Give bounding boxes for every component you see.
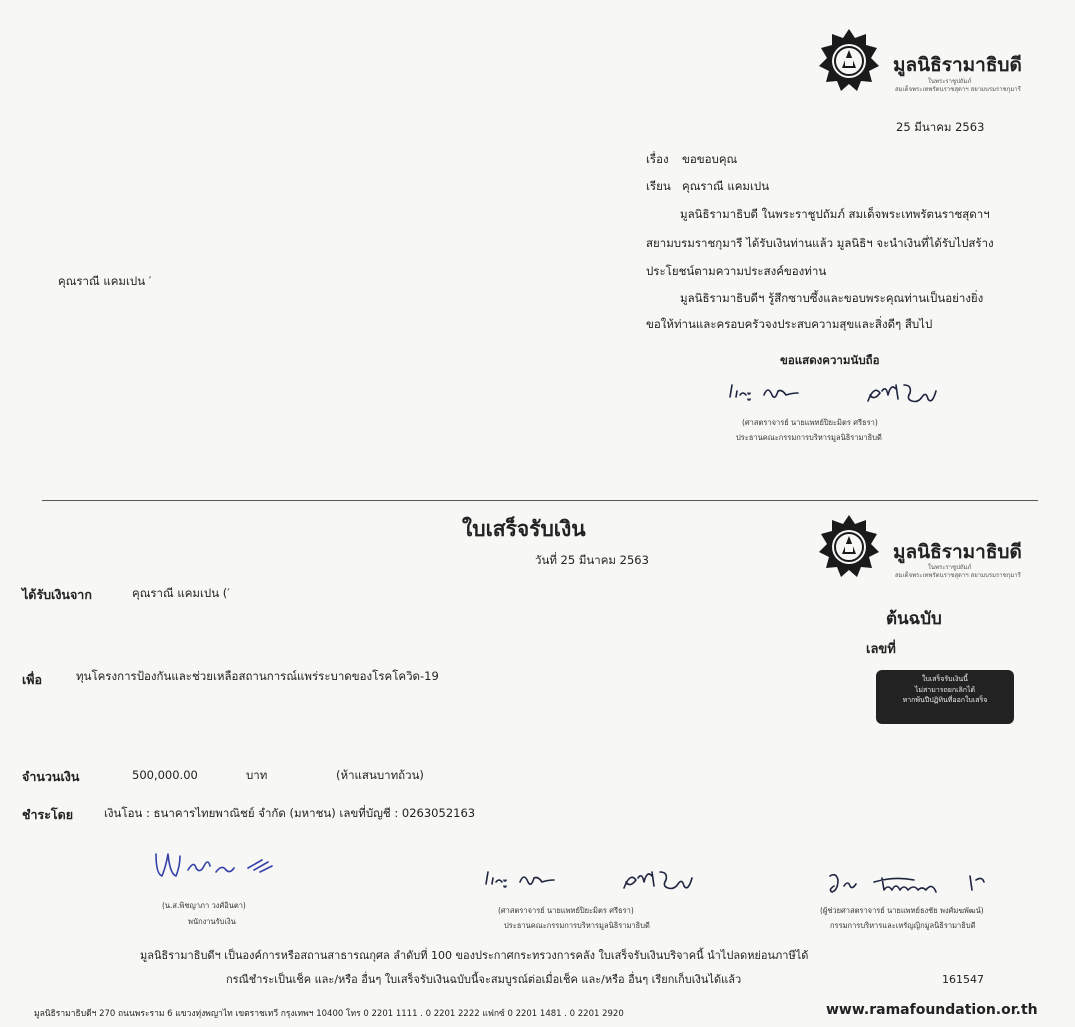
brand-name: มูลนิธิรามาธิบดี (893, 54, 1022, 76)
currency-label: บาท (246, 768, 268, 782)
foundation-logo-icon (816, 514, 882, 580)
cheque-note: กรณีชำระเป็นเช็ค และ/หรือ อื่นๆ ใบเสร็จรับเงินฉบับนี้จะสมบูรณ์ต่อเมื่อเช็ค และ/หรือ อื่นๆ เรียกเก็บเงินได้แล้ว (226, 973, 742, 986)
address-block: คุณราณี แคมเปน ′ (58, 274, 152, 288)
receipt-date: วันที่ 25 มีนาคม 2563 (535, 553, 649, 567)
amount-value: 500,000.00 (132, 768, 198, 782)
letter-body-line: ขอให้ท่านและครอบครัวจงประสบความสุขและสิ่งดีๆ สืบไป (646, 317, 933, 331)
brand-subtitle: ในพระราชูปถัมภ์ (928, 564, 972, 571)
cashier-signature (150, 844, 290, 886)
brand-subtitle: สมเด็จพระเทพรัตนราชสุดาฯ สยามบรมราชกุมารี (895, 572, 1021, 579)
recipient-label: เรียน (646, 179, 671, 193)
treasurer-signature (826, 868, 1006, 900)
original-copy-label: ต้นฉบับ (886, 609, 942, 629)
payment-method-text: เงินโอน : ธนาคารไทยพาณิชย์ จำกัด (มหาชน) เลขที่บัญชี : 0263052163 (104, 806, 476, 820)
subject-label: เรื่อง (646, 152, 669, 166)
president-name: (ศาสตราจารย์ นายแพทย์ปิยะมิตร ศรีธรา) (498, 906, 634, 915)
letter-date: 25 มีนาคม 2563 (896, 120, 985, 134)
treasurer-title: กรรมการบริหารและเหรัญญิกมูลนิธิรามาธิบดี (830, 921, 976, 930)
foundation-logo-icon (816, 28, 882, 94)
closing-text: ขอแสดงความนับถือ (780, 353, 880, 367)
foundation-website: www.ramafoundation.or.th (826, 1002, 1038, 1018)
treasurer-name: (ผู้ช่วยศาสตราจารย์ นายแพทย์ธงชัย พงศ์มฆพัฒน์) (820, 906, 984, 915)
recipient-name: คุณราณี แคมเปน (682, 179, 770, 193)
letter-body-line: มูลนิธิรามาธิบดีฯ รู้สึกซาบซึ้งและขอบพระคุณท่านเป็นอย่างยิ่ง (680, 291, 984, 305)
receipt-number-label: เลขที่ (866, 642, 896, 657)
president-title: ประธานคณะกรรมการบริหารมูลนิธิรามาธิบดี (736, 433, 882, 442)
president-name: (ศาสตราจารย์ นายแพทย์ปิยะมิตร ศรีธรา) (742, 418, 878, 427)
letter-body-line: สยามบรมราชกุมารี ได้รับเงินท่านแล้ว มูลนิธิฯ จะนำเงินที่ได้รับไปสร้าง (646, 236, 994, 250)
foundation-address: มูลนิธิรามาธิบดีฯ 270 ถนนพระราม 6 แขวงทุ่งพญาไท เขตราชเทวี กรุงเทพฯ 10400 โทร 0 2201 1111 . 0 2201 2222 แฟกซ์ 0 2201 1481 . 0 2201 2920 (34, 1009, 624, 1019)
tax-note: มูลนิธิรามาธิบดีฯ เป็นองค์การหรือสถานสาธารณกุศล ลำดับที่ 100 ของประกาศกระทรวงการคลัง ใบเสร็จรับเงินบริจาคนี้ นำไปลดหย่อนภาษีได้ (140, 949, 809, 962)
president-signature (726, 375, 956, 415)
received-from-name: คุณราณี แคมเปน (′ (132, 586, 230, 600)
payment-method-label: ชำระโดย (22, 807, 74, 822)
received-from-label: ได้รับเงินจาก (22, 587, 92, 602)
cashier-title: พนักงานรับเงิน (188, 917, 236, 926)
purpose-label: เพื่อ (22, 672, 43, 687)
serial-number: 161547 (942, 973, 984, 986)
amount-label: จำนวนเงิน (22, 769, 80, 784)
brand-subtitle: ในพระราชูปถัมภ์ (928, 78, 972, 85)
brand-name: มูลนิธิรามาธิบดี (893, 541, 1022, 563)
amount-in-words: (ห้าแสนบาทถ้วน) (336, 768, 424, 782)
letter-body-line: มูลนิธิรามาธิบดี ในพระราชูปถัมภ์ สมเด็จพระเทพรัตนราชสุดาฯ (680, 207, 990, 221)
purpose-text: ทุนโครงการป้องกันและช่วยเหลือสถานการณ์แพร่ระบาดของโรคโควิด-19 (76, 669, 439, 683)
letter-body-line: ประโยชน์ตามความประสงค์ของท่าน (646, 264, 827, 278)
receipt-title: ใบเสร็จรับเงิน (462, 517, 586, 541)
non-cancellable-stamp: ใบเสร็จรับเงินนี้ ไม่สามารถยกเลิกได้ หากพ้นปีปฏิทินที่ออกใบเสร็จ (876, 670, 1014, 724)
president-title: ประธานคณะกรรมการบริหารมูลนิธิรามาธิบดี (504, 921, 650, 930)
subject-text: ขอขอบคุณ (682, 152, 738, 166)
brand-subtitle: สมเด็จพระเทพรัตนราชสุดาฯ สยามบรมราชกุมารี (895, 86, 1021, 93)
president-signature (482, 862, 712, 902)
cashier-name: (น.ส.พิชญาภา วงศ์อินตา) (162, 901, 246, 910)
section-divider (42, 500, 1038, 501)
